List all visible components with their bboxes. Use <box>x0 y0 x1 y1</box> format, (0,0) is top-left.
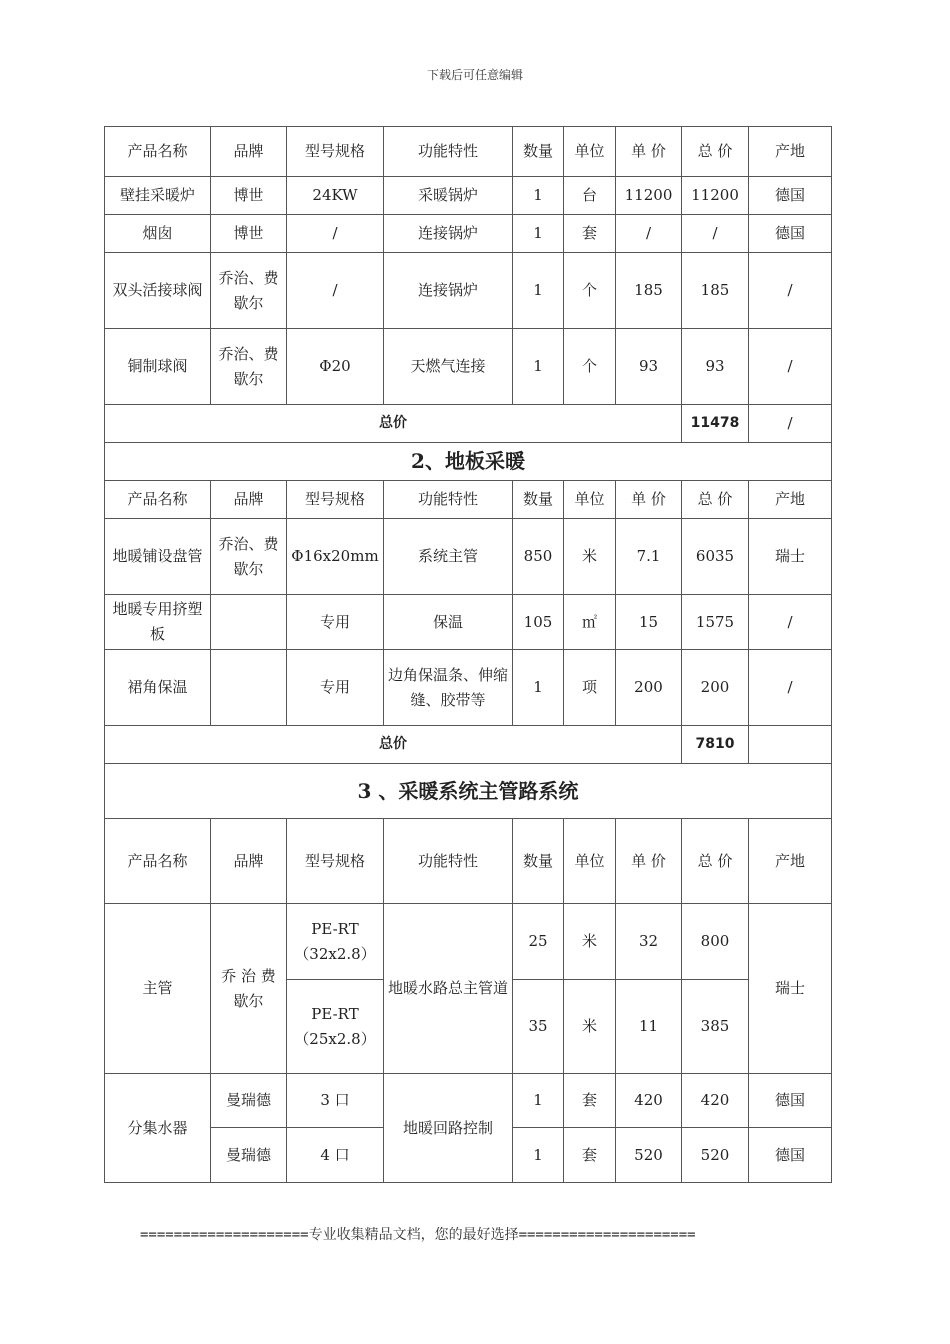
cell-origin: / <box>749 253 832 329</box>
table-row <box>105 904 832 980</box>
cell-unit: 台 <box>564 177 616 215</box>
cell-brand <box>211 595 287 650</box>
column-header: 品牌 <box>211 481 287 519</box>
total-origin: / <box>749 405 832 443</box>
footer-left-rule: ==================== <box>140 1227 309 1243</box>
column-header: 数量 <box>513 481 564 519</box>
cell-qty: 25 <box>513 904 564 980</box>
product-price-table <box>104 126 832 1183</box>
column-header: 型号规格 <box>287 481 384 519</box>
total-label: 总价 <box>105 726 682 764</box>
column-header: 总 价 <box>682 819 749 904</box>
cell-price: 11 <box>616 980 682 1074</box>
cell-function: 天燃气连接 <box>384 329 513 405</box>
cell-qty: 850 <box>513 519 564 595</box>
cell-model: 24KW <box>287 177 384 215</box>
column-header: 单 价 <box>616 819 682 904</box>
section-title: 2、地板采暖 <box>105 443 832 481</box>
cell-price: 15 <box>616 595 682 650</box>
cell-qty: 1 <box>513 329 564 405</box>
cell-origin: 德国 <box>749 215 832 253</box>
cell-unit: 个 <box>564 329 616 405</box>
cell-unit: 米 <box>564 904 616 980</box>
cell-function: 保温 <box>384 595 513 650</box>
cell-total: 11200 <box>682 177 749 215</box>
cell-total: 185 <box>682 253 749 329</box>
table-header-row <box>105 481 832 519</box>
cell-model: Φ16x20mm <box>287 519 384 595</box>
column-header: 单 价 <box>616 481 682 519</box>
cell-name: 主管 <box>105 904 211 1074</box>
column-header: 总 价 <box>682 127 749 177</box>
cell-brand: 乔治、费歇尔 <box>211 329 287 405</box>
table-row <box>105 253 832 329</box>
cell-qty: 1 <box>513 1128 564 1183</box>
column-header: 功能特性 <box>384 819 513 904</box>
cell-price: 93 <box>616 329 682 405</box>
cell-name: 地暖铺设盘管 <box>105 519 211 595</box>
column-header: 产品名称 <box>105 481 211 519</box>
cell-total: 800 <box>682 904 749 980</box>
column-header: 品牌 <box>211 127 287 177</box>
column-header: 数量 <box>513 819 564 904</box>
cell-qty: 1 <box>513 650 564 726</box>
cell-unit: 套 <box>564 1074 616 1128</box>
cell-brand: 曼瑞德 <box>211 1074 287 1128</box>
table-row <box>105 215 832 253</box>
cell-total: 1575 <box>682 595 749 650</box>
column-header: 产地 <box>749 127 832 177</box>
cell-total: 420 <box>682 1074 749 1128</box>
table-row <box>105 595 832 650</box>
column-header: 品牌 <box>211 819 287 904</box>
cell-qty: 1 <box>513 253 564 329</box>
cell-qty: 1 <box>513 215 564 253</box>
cell-origin: / <box>749 595 832 650</box>
table-row <box>105 177 832 215</box>
cell-total: 93 <box>682 329 749 405</box>
cell-qty: 1 <box>513 1074 564 1128</box>
cell-origin: 瑞士 <box>749 904 832 1074</box>
table-row <box>105 650 832 726</box>
total-value: 11478 <box>682 405 749 443</box>
table-row <box>105 1074 832 1128</box>
column-header: 产地 <box>749 819 832 904</box>
column-header: 数量 <box>513 127 564 177</box>
footer-note <box>140 1225 830 1245</box>
cell-origin: 德国 <box>749 177 832 215</box>
cell-model: / <box>287 215 384 253</box>
footer-text: 专业收集精品文档，您的最好选择 <box>308 1227 519 1243</box>
cell-model: / <box>287 253 384 329</box>
cell-model: 专用 <box>287 650 384 726</box>
cell-brand: 博世 <box>211 177 287 215</box>
cell-name: 烟囱 <box>105 215 211 253</box>
cell-qty: 1 <box>513 177 564 215</box>
total-value: 7810 <box>682 726 749 764</box>
cell-model: PE-RT（32x2.8） <box>287 904 384 980</box>
column-header: 单位 <box>564 127 616 177</box>
cell-model: PE-RT（25x2.8） <box>287 980 384 1074</box>
table-row <box>105 519 832 595</box>
cell-unit: 个 <box>564 253 616 329</box>
column-header: 型号规格 <box>287 127 384 177</box>
cell-qty: 105 <box>513 595 564 650</box>
table-header-row <box>105 127 832 177</box>
cell-price: 520 <box>616 1128 682 1183</box>
cell-price: 420 <box>616 1074 682 1128</box>
total-origin <box>749 726 832 764</box>
total-label: 总价 <box>105 405 682 443</box>
cell-total: 200 <box>682 650 749 726</box>
cell-origin: 德国 <box>749 1128 832 1183</box>
cell-price: 7.1 <box>616 519 682 595</box>
section-title-row <box>105 443 832 481</box>
cell-model: 4 口 <box>287 1128 384 1183</box>
cell-unit: 套 <box>564 215 616 253</box>
cell-unit: ㎡ <box>564 595 616 650</box>
cell-model: Φ20 <box>287 329 384 405</box>
cell-brand: 曼瑞德 <box>211 1128 287 1183</box>
cell-origin: 瑞士 <box>749 519 832 595</box>
cell-model: 3 口 <box>287 1074 384 1128</box>
table-row <box>105 329 832 405</box>
cell-name: 分集水器 <box>105 1074 211 1183</box>
column-header: 型号规格 <box>287 819 384 904</box>
cell-brand: 乔治、费歇尔 <box>211 519 287 595</box>
cell-price: 200 <box>616 650 682 726</box>
cell-price: / <box>616 215 682 253</box>
cell-price: 185 <box>616 253 682 329</box>
total-row <box>105 405 832 443</box>
column-header: 功能特性 <box>384 481 513 519</box>
cell-function: 连接锅炉 <box>384 253 513 329</box>
total-row <box>105 726 832 764</box>
cell-total: 520 <box>682 1128 749 1183</box>
column-header: 总 价 <box>682 481 749 519</box>
cell-brand: 博世 <box>211 215 287 253</box>
section-title: 3 、采暖系统主管路系统 <box>105 764 832 819</box>
cell-unit: 米 <box>564 519 616 595</box>
cell-name: 地暖专用挤塑板 <box>105 595 211 650</box>
cell-price: 32 <box>616 904 682 980</box>
cell-brand <box>211 650 287 726</box>
cell-total: / <box>682 215 749 253</box>
column-header: 单位 <box>564 819 616 904</box>
cell-origin: / <box>749 329 832 405</box>
cell-name: 铜制球阀 <box>105 329 211 405</box>
column-header: 产品名称 <box>105 127 211 177</box>
cell-function: 连接锅炉 <box>384 215 513 253</box>
cell-function: 系统主管 <box>384 519 513 595</box>
cell-name: 双头活接球阀 <box>105 253 211 329</box>
cell-function: 采暖锅炉 <box>384 177 513 215</box>
cell-unit: 项 <box>564 650 616 726</box>
column-header: 单 价 <box>616 127 682 177</box>
column-header: 单位 <box>564 481 616 519</box>
column-header: 产品名称 <box>105 819 211 904</box>
cell-unit: 套 <box>564 1128 616 1183</box>
header-note: 下载后可任意编辑 <box>426 68 523 82</box>
cell-name: 壁挂采暖炉 <box>105 177 211 215</box>
cell-total: 6035 <box>682 519 749 595</box>
cell-brand: 乔治、费歇尔 <box>211 253 287 329</box>
cell-brand: 乔 治 费 歇尔 <box>211 904 287 1074</box>
cell-unit: 米 <box>564 980 616 1074</box>
column-header: 功能特性 <box>384 127 513 177</box>
cell-name: 裙角保温 <box>105 650 211 726</box>
column-header: 产地 <box>749 481 832 519</box>
cell-function: 地暖回路控制 <box>384 1074 513 1183</box>
cell-total: 385 <box>682 980 749 1074</box>
cell-model: 专用 <box>287 595 384 650</box>
cell-price: 11200 <box>616 177 682 215</box>
footer-right-rule: ===================== <box>518 1227 696 1243</box>
cell-function: 边角保温条、伸缩缝、胶带等 <box>384 650 513 726</box>
cell-origin: 德国 <box>749 1074 832 1128</box>
section-title-row <box>105 764 832 819</box>
cell-qty: 35 <box>513 980 564 1074</box>
cell-function: 地暖水路总主管道 <box>384 904 513 1074</box>
cell-origin: / <box>749 650 832 726</box>
table-header-row <box>105 819 832 904</box>
